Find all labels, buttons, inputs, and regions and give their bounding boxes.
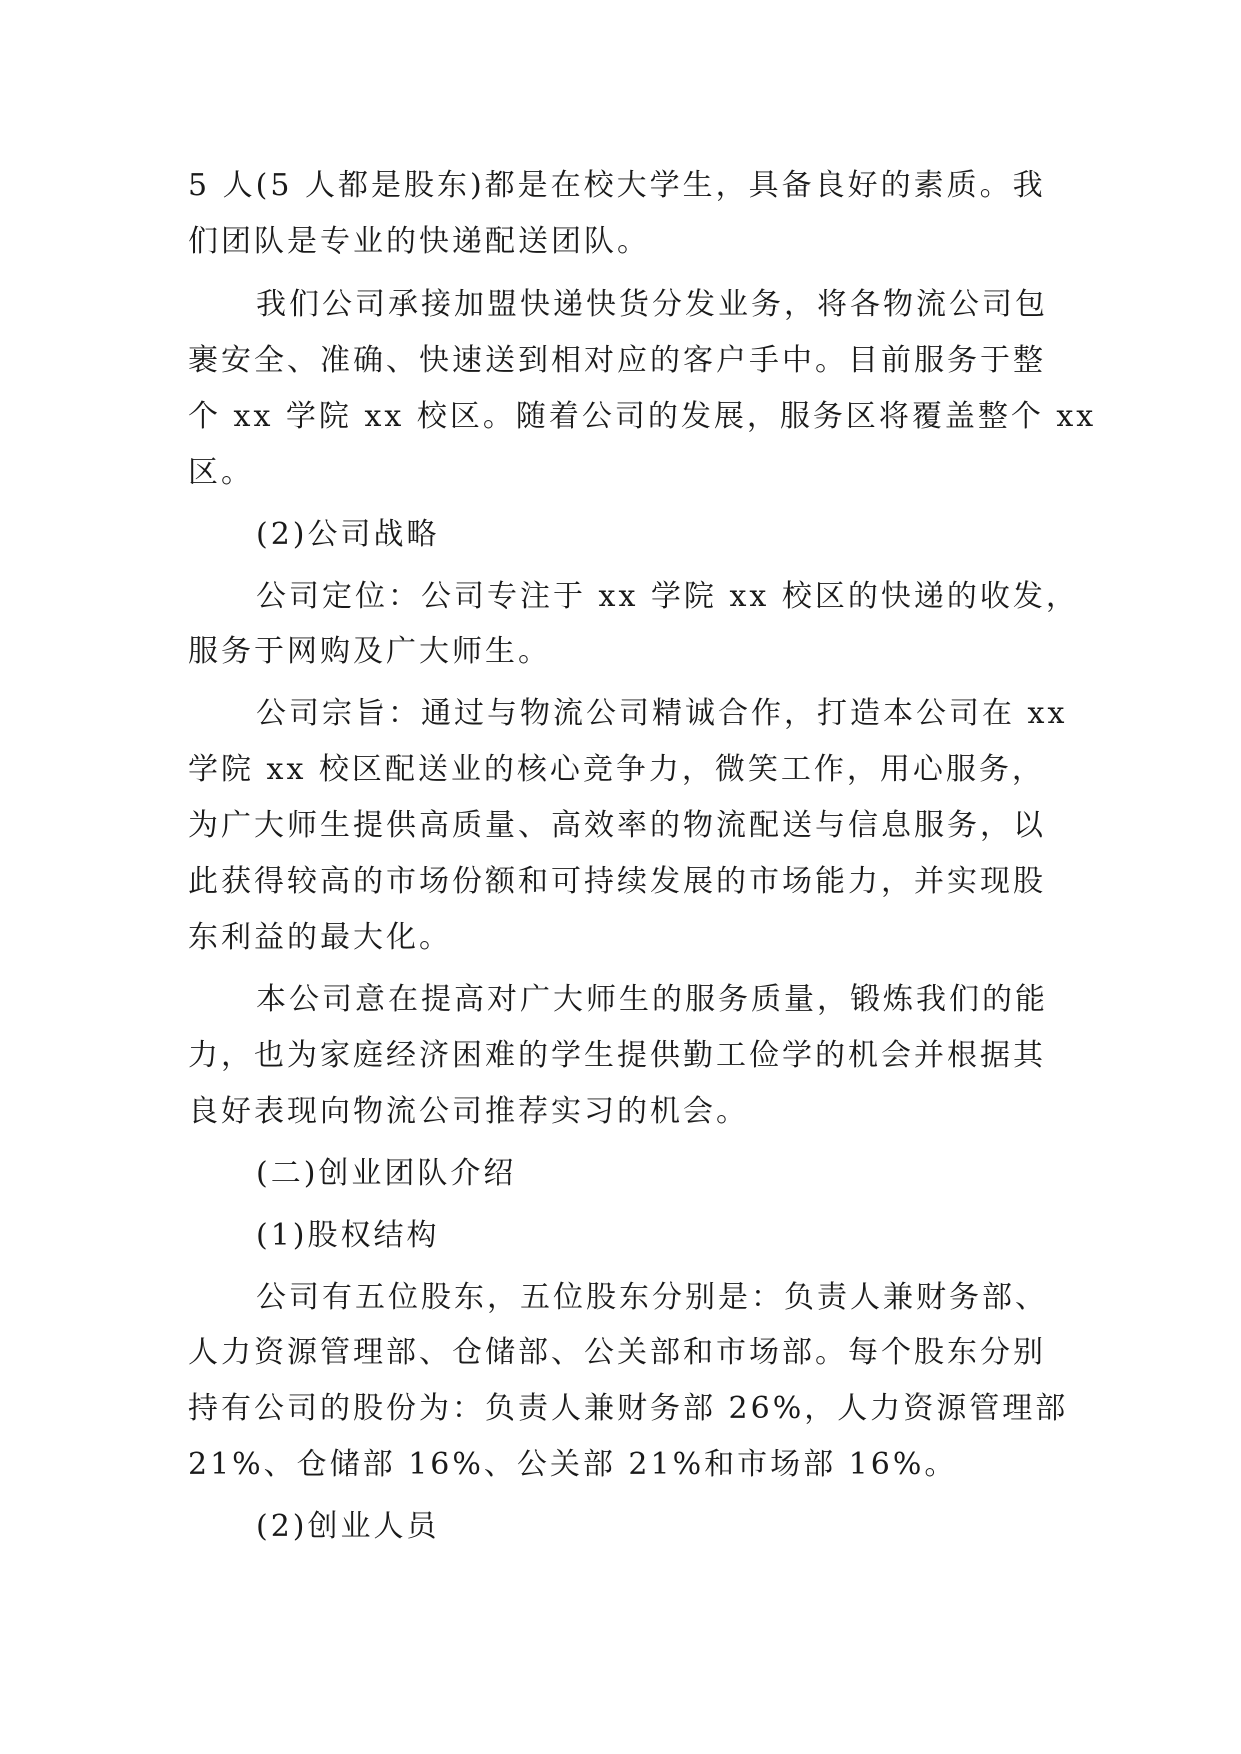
text-line: 学院 xx 校区配送业的核心竞争力，微笑工作，用心服务， (188, 752, 1045, 787)
text-line: 此获得较高的市场份额和可持续发展的市场能力，并实现股 (188, 864, 1046, 899)
text-line: 5 人(5 人都是股东)都是在校大学生，具备良好的素质。我 (188, 168, 1046, 203)
text-line: 公司宗旨：通过与物流公司精诚合作，打造本公司在 xx (256, 696, 1068, 731)
text-line: 人力资源管理部、仓储部、公关部和市场部。每个股东分别 (188, 1335, 1046, 1370)
text-line: 持有公司的股份为：负责人兼财务部 26%，人力资源管理部 (188, 1391, 1069, 1426)
section-heading: (二)创业团队介绍 (256, 1156, 517, 1191)
text-line: 良好表现向物流公司推荐实习的机会。 (188, 1094, 749, 1129)
text-line: 为广大师生提供高质量、高效率的物流配送与信息服务，以 (188, 808, 1046, 843)
text-line: 力，也为家庭经济困难的学生提供勤工俭学的机会并根据其 (188, 1038, 1046, 1073)
text-line: 本公司意在提高对广大师生的服务质量，锻炼我们的能 (256, 982, 1048, 1017)
text-line: 们团队是专业的快递配送团队。 (188, 224, 650, 259)
text-line: 裹安全、准确、快速送到相对应的客户手中。目前服务于整 (188, 343, 1046, 378)
text-line: 21%、仓储部 16%、公关部 21%和市场部 16%。 (188, 1447, 958, 1482)
text-line: 公司定位：公司专注于 xx 学院 xx 校区的快递的收发， (256, 579, 1079, 614)
text-line: 个 xx 学院 xx 校区。随着公司的发展，服务区将覆盖整个 xx (188, 399, 1097, 434)
text-line: 公司有五位股东，五位股东分别是：负责人兼财务部、 (256, 1280, 1048, 1315)
text-line: 东利益的最大化。 (188, 920, 452, 955)
section-heading: (2)创业人员 (256, 1509, 440, 1544)
text-line: 服务于网购及广大师生。 (188, 634, 551, 669)
text-line: 我们公司承接加盟快递快货分发业务，将各物流公司包 (256, 287, 1048, 322)
section-heading: (1)股权结构 (256, 1218, 440, 1253)
text-line: 区。 (188, 455, 254, 490)
section-heading: (2)公司战略 (256, 517, 440, 552)
